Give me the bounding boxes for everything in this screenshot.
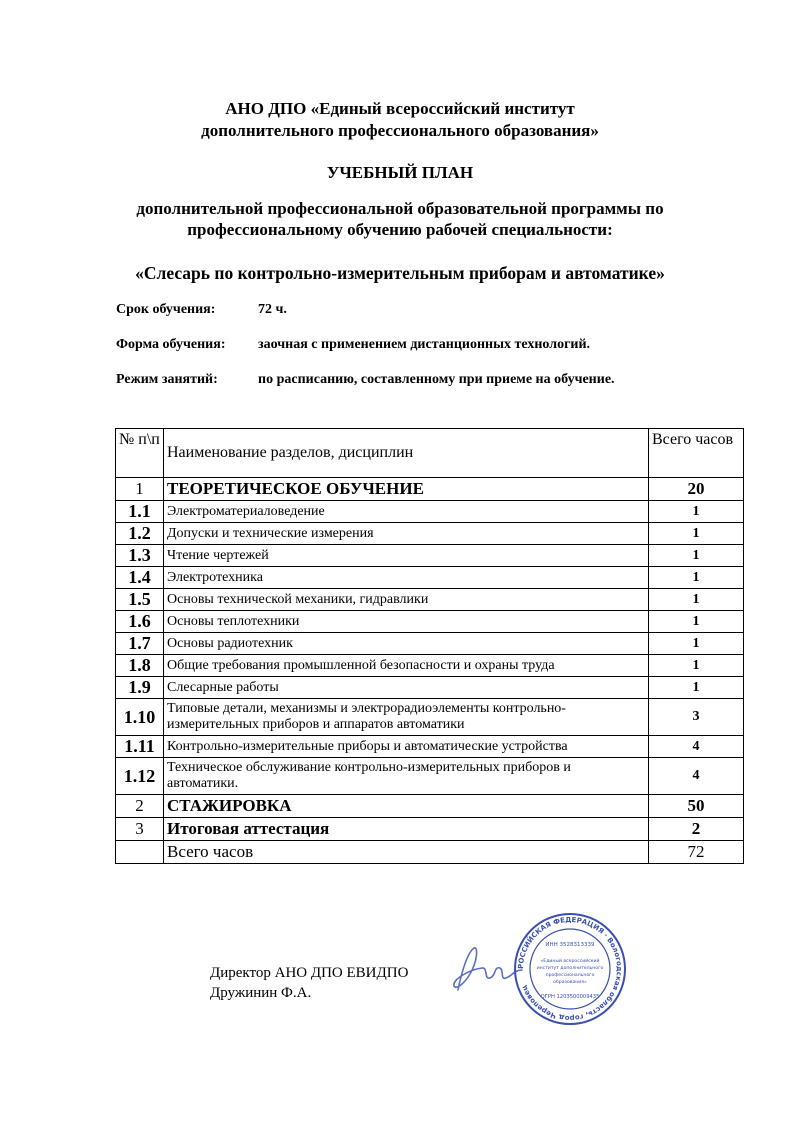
- director-name: Дружинин Ф.А.: [210, 985, 312, 1001]
- program-title: «Слесарь по контрольно-измерительным приборам и автоматике»: [135, 263, 665, 283]
- signature-stroke: [454, 948, 522, 990]
- row-hours: 1: [649, 545, 744, 567]
- row-hours: 4: [649, 758, 744, 795]
- table-row: [116, 611, 744, 633]
- meta-duration: [116, 302, 287, 318]
- header-hours: Всего часов: [649, 429, 744, 478]
- stamp-center-line3: профессионального: [545, 973, 595, 978]
- table-row: [116, 736, 744, 758]
- row-hours: 1: [649, 611, 744, 633]
- row-num: 1.7: [116, 633, 164, 655]
- row-name: Техническое обслуживание контрольно-измерительных приборов и автоматики.: [164, 758, 649, 795]
- stamp-inn: ИНН 3528313339: [545, 942, 595, 948]
- total-label: Всего часов: [164, 841, 649, 864]
- row-num: 1.3: [116, 545, 164, 567]
- row-num: 1: [116, 478, 164, 501]
- row-num: 1.5: [116, 589, 164, 611]
- form-value: заочная с применением дистанционных технологий.: [258, 337, 591, 352]
- mode-value: по расписанию, составленному при приеме на обучение.: [258, 372, 615, 387]
- table-row: [116, 501, 744, 523]
- table-row: [116, 655, 744, 677]
- row-hours: 3: [649, 699, 744, 736]
- signature-block: [210, 963, 408, 1003]
- row-num: 1.6: [116, 611, 164, 633]
- director-position: Директор АНО ДПО ЕВИДПО: [210, 965, 409, 981]
- section-row-theory: [116, 478, 744, 501]
- plan-subtitle: дополнительной профессиональной образовательной программы по профессиональному обучению рабочей специальности:: [136, 199, 664, 239]
- row-name: Допуски и технические измерения: [164, 523, 649, 545]
- table-row: [116, 677, 744, 699]
- row-name: Общие требования промышленной безопасности и охраны труда: [164, 655, 649, 677]
- row-num: 1.11: [116, 736, 164, 758]
- row-name: СТАЖИРОВКА: [164, 795, 649, 818]
- row-num: 1.8: [116, 655, 164, 677]
- header-name: Наименование разделов, дисциплин: [164, 429, 649, 478]
- row-num-empty: [116, 841, 164, 864]
- table-row: [116, 567, 744, 589]
- meta-mode: [116, 372, 615, 388]
- row-hours: 2: [649, 818, 744, 841]
- meta-form: [116, 337, 591, 353]
- mode-label: Режим занятий:: [116, 372, 218, 387]
- row-hours: 1: [649, 589, 744, 611]
- row-hours: 1: [649, 567, 744, 589]
- row-num: 2: [116, 795, 164, 818]
- table-row: [116, 545, 744, 567]
- section-row-attestation: [116, 818, 744, 841]
- stamp-center-line2: институт дополнительного: [536, 966, 604, 971]
- row-name: ТЕОРЕТИЧЕСКОЕ ОБУЧЕНИЕ: [164, 478, 649, 501]
- row-num: 1.9: [116, 677, 164, 699]
- duration-label: Срок обучения:: [116, 302, 216, 317]
- table-row: [116, 589, 744, 611]
- row-name: Слесарные работы: [164, 677, 649, 699]
- form-label: Форма обучения:: [116, 337, 226, 352]
- table-row: [116, 523, 744, 545]
- row-num: 1.2: [116, 523, 164, 545]
- table-row: [116, 758, 744, 795]
- row-hours: 1: [649, 677, 744, 699]
- stamp-arc-text: РОССИЙСКАЯ ФЕДЕРАЦИЯ · Вологодская область, город Череповец: [516, 915, 624, 1023]
- plan-title: УЧЕБНЫЙ ПЛАН: [326, 163, 474, 182]
- row-num: 1.12: [116, 758, 164, 795]
- row-hours: 1: [649, 633, 744, 655]
- row-hours: 50: [649, 795, 744, 818]
- duration-value: 72 ч.: [258, 302, 287, 317]
- row-name: Типовые детали, механизмы и электрорадиоэлементы контрольно-измерительных приборов и аппаратов автоматики: [164, 699, 649, 736]
- stamp-ogrn: ОГРН 1203500009435: [540, 994, 600, 1000]
- row-name: Основы технической механики, гидравлики: [164, 589, 649, 611]
- section-row-internship: [116, 795, 744, 818]
- institution-title: АНО ДПО «Единый всероссийский институт дополнительного профессионального образования»: [201, 99, 599, 140]
- curriculum-table: [115, 428, 744, 864]
- row-name: Основы теплотехники: [164, 611, 649, 633]
- row-name: Электротехника: [164, 567, 649, 589]
- table-header-row: [116, 429, 744, 478]
- row-hours: 20: [649, 478, 744, 501]
- row-name: Чтение чертежей: [164, 545, 649, 567]
- row-hours: 1: [649, 655, 744, 677]
- row-num: 1.1: [116, 501, 164, 523]
- row-name: Итоговая аттестация: [164, 818, 649, 841]
- row-num: 3: [116, 818, 164, 841]
- row-hours: 1: [649, 523, 744, 545]
- table-row: [116, 633, 744, 655]
- row-name: Контрольно-измерительные приборы и автоматические устройства: [164, 736, 649, 758]
- row-hours: 1: [649, 501, 744, 523]
- header-num: № п\п: [116, 429, 164, 478]
- table-row: [116, 699, 744, 736]
- row-num: 1.10: [116, 699, 164, 736]
- row-hours: 4: [649, 736, 744, 758]
- stamp-center-line4: образования»: [553, 980, 587, 985]
- row-num: 1.4: [116, 567, 164, 589]
- row-name: Основы радиотехник: [164, 633, 649, 655]
- stamp-center-line1: «Единый всероссийский: [540, 959, 600, 964]
- total-row: [116, 841, 744, 864]
- row-name: Электроматериаловедение: [164, 501, 649, 523]
- total-hours: 72: [649, 841, 744, 864]
- official-stamp: [513, 912, 627, 1026]
